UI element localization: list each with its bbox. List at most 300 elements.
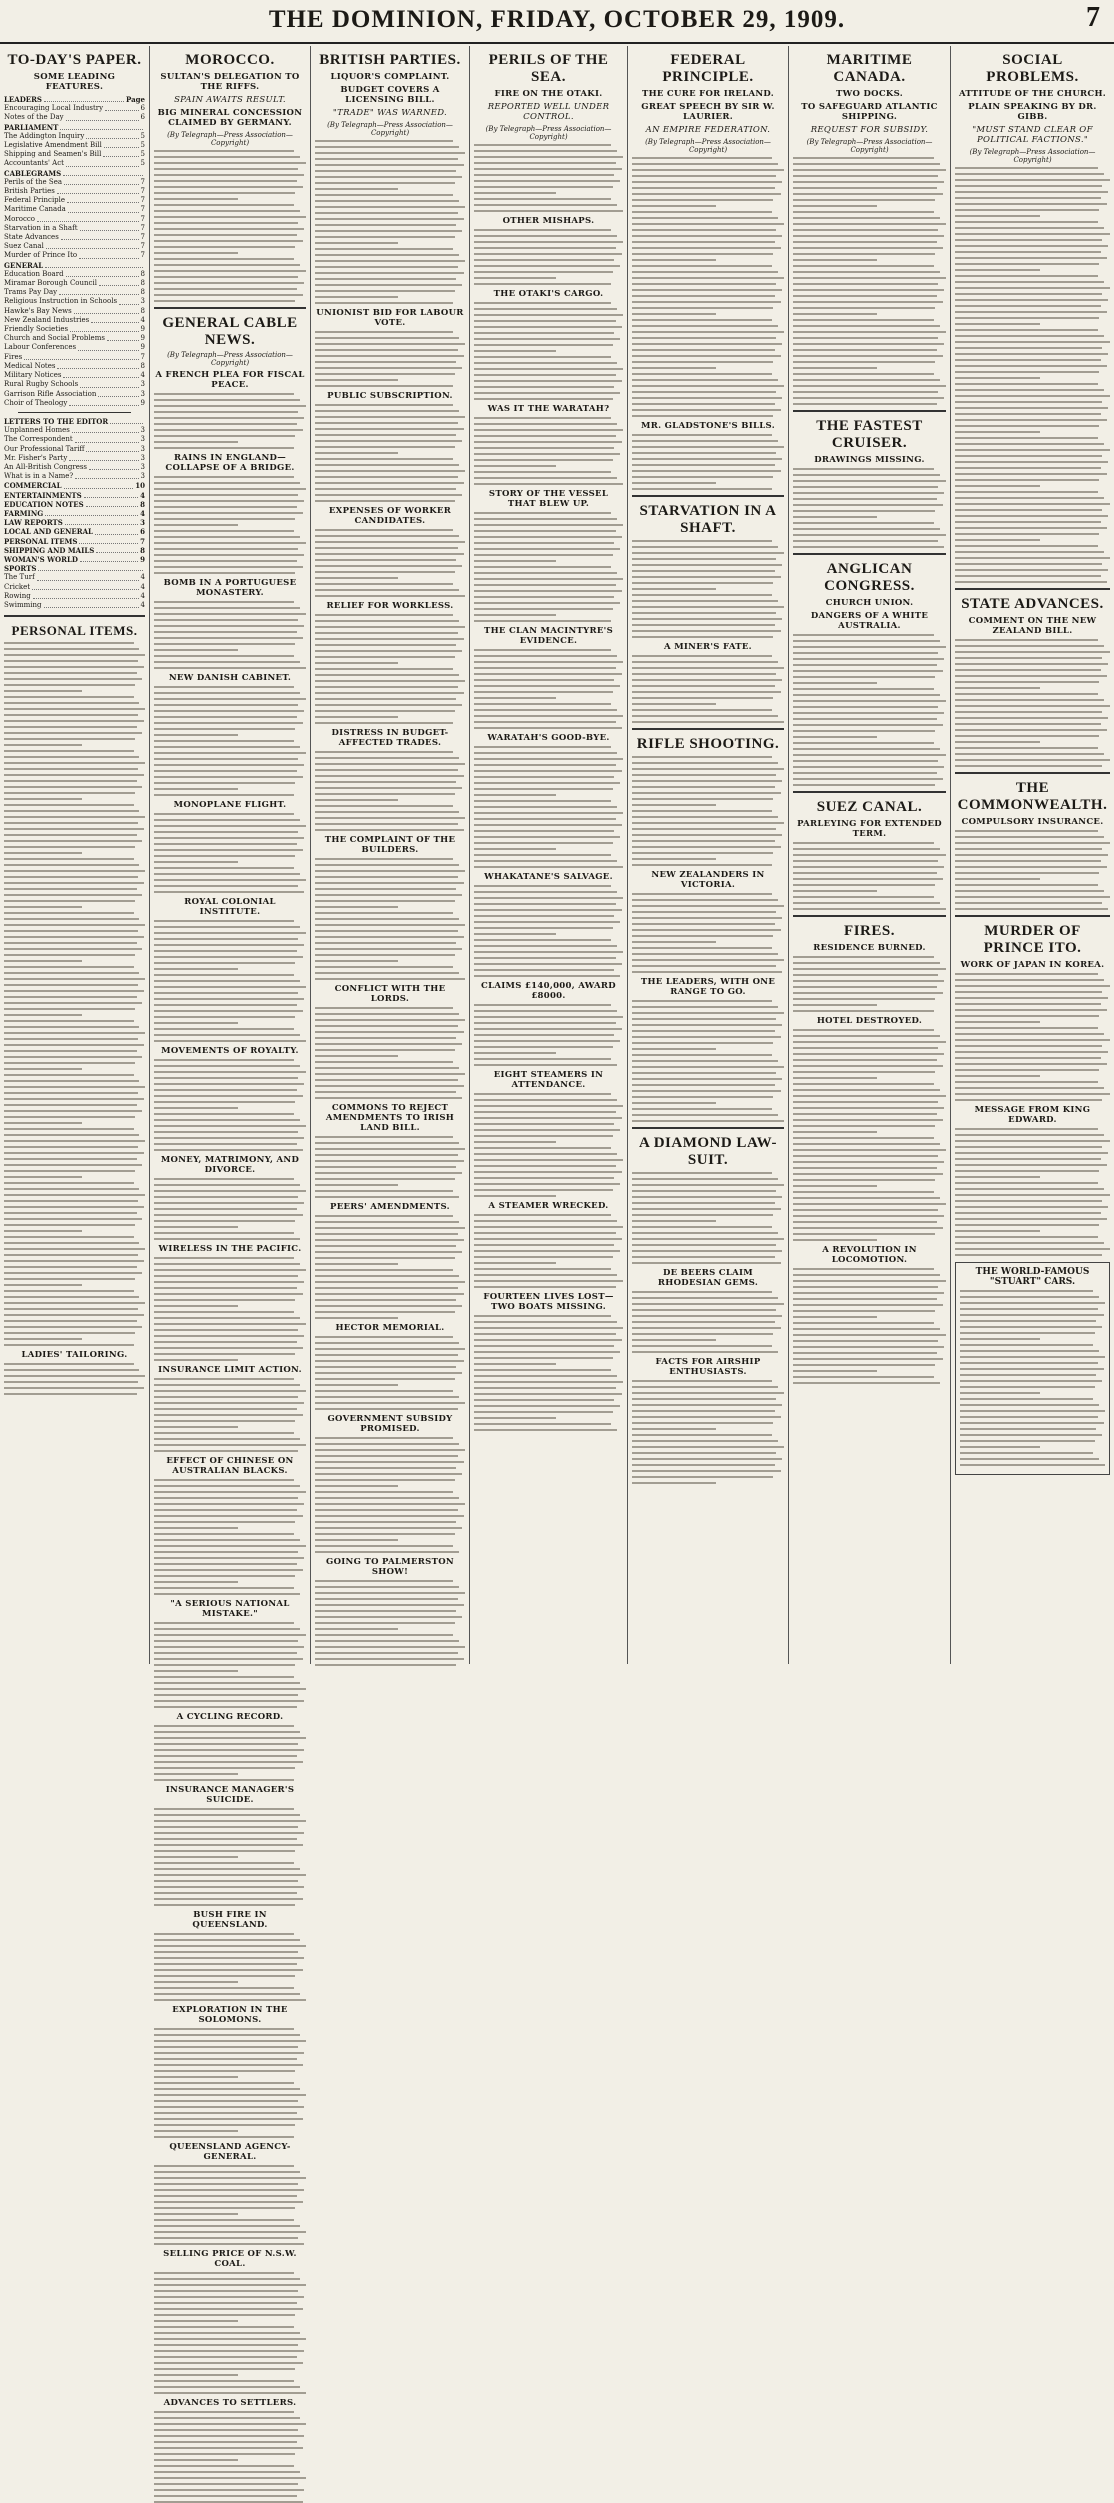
article-heading: DE BEERS CLAIM RHODESIAN GEMS.: [657, 1268, 759, 1288]
toc-label: Miramar Borough Council: [4, 279, 97, 288]
article-heading: MONOPLANE FLIGHT.: [173, 800, 287, 810]
federal-sub: THE CURE FOR IRELAND.: [641, 89, 775, 99]
body-text: [154, 1622, 306, 1708]
toc-entry: [4, 261, 145, 270]
body-text: [315, 1437, 465, 1553]
toc-page: 4: [140, 582, 145, 591]
toc-page: Page: [126, 95, 145, 104]
morocco-sub: SULTAN'S DELEGATION TO THE RIFFS.: [160, 72, 300, 92]
contents-heading: TO-DAY'S PAPER.: [7, 52, 142, 68]
toc-label: Swimming: [4, 600, 42, 609]
toc-label: WOMAN'S WORLD: [4, 554, 78, 564]
article-heading: COMMONS TO REJECT AMENDMENTS TO IRISH LAND BILL.: [325, 1103, 455, 1133]
article-list: [154, 370, 306, 2503]
toc-label: Suez Canal: [4, 242, 44, 251]
article-heading: WIRELESS IN THE PACIFIC.: [158, 1244, 302, 1254]
body-text: [474, 1004, 623, 1066]
body-text: [793, 468, 946, 548]
press-credit: (By Telegraph—Press Association—Copyright): [969, 148, 1096, 164]
toc-entry: [4, 537, 145, 546]
body-text: [154, 150, 306, 302]
table-of-contents-continued: [4, 417, 145, 610]
toc-page: 6: [140, 527, 145, 537]
article-heading: A STEAMER WRECKED.: [488, 1201, 609, 1211]
toc-page: 4: [140, 600, 145, 609]
toc-page: 3: [140, 435, 145, 444]
toc-page: 8: [140, 306, 145, 315]
body-text: [632, 893, 784, 973]
body-text: [315, 614, 465, 724]
article-heading: OTHER MISHAPS.: [502, 216, 595, 226]
body-text: [315, 1007, 465, 1099]
toc-entry: [4, 472, 145, 481]
toc-entry: [4, 583, 145, 592]
body-text: [632, 540, 784, 638]
toc-entry: [4, 573, 145, 582]
article-heading: PEERS' AMENDMENTS.: [330, 1202, 450, 1212]
body-text: [154, 1933, 306, 2001]
body-text: [955, 830, 1110, 910]
column-british-parties: [311, 46, 470, 1664]
toc-entry: [4, 435, 145, 444]
article-heading: ROYAL COLONIAL INSTITUTE.: [184, 897, 276, 917]
toc-label: An All-British Congress: [4, 462, 88, 471]
toc-label: Notes of the Day: [4, 113, 64, 122]
toc-page: 7: [140, 233, 145, 242]
body-text: [154, 1257, 306, 1361]
toc-label: Unplanned Homes: [4, 426, 70, 435]
toc-page: 7: [140, 536, 145, 546]
table-of-contents: [4, 95, 145, 408]
body-text: [315, 404, 465, 502]
body-text: [474, 144, 623, 212]
toc-label: Church and Social Problems: [4, 334, 105, 343]
article-heading: FOURTEEN LIVES LOST—TWO BOATS MISSING.: [483, 1292, 614, 1312]
toc-label: The Correspondent: [4, 435, 73, 444]
social-sub3: "MUST STAND CLEAR OF POLITICAL FACTIONS.": [972, 125, 1093, 145]
toc-label: State Advances: [4, 233, 59, 242]
article-heading: INSURANCE LIMIT ACTION.: [158, 1365, 302, 1375]
toc-page: 7: [140, 352, 145, 361]
toc-entry: [4, 417, 145, 426]
body-text: [632, 1291, 784, 1353]
toc-entry: [4, 491, 145, 500]
toc-label: PERSONAL ITEMS: [4, 536, 78, 546]
revolution-sub: A REVOLUTION IN LOCOMOTION.: [822, 1245, 917, 1265]
article-heading: WARATAH'S GOOD-BYE.: [487, 733, 610, 743]
press-credit: (By Telegraph—Press Association—Copyright): [806, 138, 933, 154]
body-text: [793, 157, 946, 405]
article-heading: THE CLAN MACINTYRE'S EVIDENCE.: [483, 626, 614, 646]
toc-page: 3: [140, 518, 145, 528]
article-heading: CLAIMS £140,000, AWARD £8000.: [481, 981, 616, 1001]
toc-label: Cricket: [4, 582, 31, 591]
toc-label: Rural Rugby Schools: [4, 380, 79, 389]
toc-label: Trams Pay Day: [4, 288, 58, 297]
anglican-sub2: DANGERS OF A WHITE AUSTRALIA.: [810, 611, 929, 631]
toc-entry: [4, 481, 145, 490]
masthead-title: THE DOMINION, FRIDAY, OCTOBER 29, 1909.: [268, 6, 846, 33]
body-text: [955, 973, 1110, 1101]
article-heading: NEW ZEALANDERS IN VICTORIA.: [651, 870, 765, 890]
toc-label: Medical Notes: [4, 361, 56, 370]
toc-label: New Zealand Industries: [4, 315, 90, 324]
toc-page: 8: [140, 288, 145, 297]
body-text: [474, 649, 623, 729]
toc-entry: [4, 233, 145, 242]
body-text: [474, 746, 623, 868]
body-text: [154, 1178, 306, 1240]
article-heading: EIGHT STEAMERS IN ATTENDANCE.: [493, 1070, 604, 1090]
toc-label: Labour Conferences: [4, 343, 77, 352]
press-credit: (By Telegraph—Press Association—Copyright): [645, 138, 771, 154]
toc-label: Accountants' Act: [4, 159, 64, 168]
toc-label: Federal Principle: [4, 196, 66, 205]
article-heading: FACTS FOR AIRSHIP ENTHUSIASTS.: [655, 1357, 761, 1377]
body-text: [474, 417, 623, 485]
anglican-heading: ANGLICAN CONGRESS.: [824, 561, 915, 594]
state-advances-sub: COMMENT ON THE NEW ZEALAND BILL.: [968, 616, 1097, 636]
morocco-heading: MOROCCO.: [185, 52, 275, 68]
toc-page: 3: [140, 462, 145, 471]
toc-entry: [4, 251, 145, 260]
body-text: [474, 512, 623, 622]
social-sub2: PLAIN SPEAKING BY DR. GIBB.: [968, 102, 1097, 122]
article-heading: NEW DANISH CABINET.: [168, 673, 292, 683]
toc-label: Mr. Fisher's Party: [4, 453, 68, 462]
column-morocco: [150, 46, 311, 2408]
column-maritime-canada: [789, 46, 951, 1664]
toc-entry: [4, 564, 145, 573]
article-heading: INSURANCE MANAGER'S SUICIDE.: [165, 1785, 295, 1805]
contents-subheading: SOME LEADING FEATURES.: [33, 72, 116, 92]
toc-entry: [4, 390, 145, 399]
article-heading: STARVATION IN A SHAFT.: [639, 503, 777, 536]
maritime-heading: MARITIME CANADA.: [826, 52, 913, 85]
toc-label: Maritime Canada: [4, 205, 66, 214]
toc-entry: [4, 316, 145, 325]
toc-page: 7: [140, 196, 145, 205]
federal-sub3: AN EMPIRE FEDERATION.: [645, 125, 771, 135]
toc-page: 10: [135, 481, 145, 491]
toc-page: 7: [140, 205, 145, 214]
toc-label: The Turf: [4, 573, 35, 582]
article-heading: RELIEF FOR WORKLESS.: [326, 601, 454, 611]
body-text: [632, 756, 784, 866]
article-heading: A MINER'S FATE.: [664, 642, 752, 652]
body-text: [793, 634, 946, 786]
toc-page: 3: [140, 472, 145, 481]
toc-page: 3: [140, 453, 145, 462]
toc-page: 8: [140, 279, 145, 288]
body-text: [955, 167, 1110, 583]
body-text: [955, 1128, 1110, 1256]
article-heading: THE OTAKI'S CARGO.: [493, 289, 604, 299]
article-heading: STORY OF THE VESSEL THAT BLEW UP.: [488, 489, 609, 509]
toc-page: 4: [140, 371, 145, 380]
article-heading: A FRENCH PLEA FOR FISCAL PEACE.: [155, 370, 305, 390]
page-number: 7: [1086, 2, 1100, 33]
toc-label: CABLEGRAMS: [4, 168, 62, 178]
body-text: [793, 956, 946, 1012]
article-heading: CONFLICT WITH THE LORDS.: [334, 984, 446, 1004]
article-heading: BUSH FIRE IN QUEENSLAND.: [192, 1910, 268, 1930]
body-text: [154, 813, 306, 893]
article-list: [474, 216, 623, 1431]
article-heading: THE LEADERS, WITH ONE RANGE TO GO.: [640, 977, 776, 997]
perils-sub2: REPORTED WELL UNDER CONTROL.: [487, 102, 610, 122]
toc-page: 5: [140, 141, 145, 150]
toc-page: 6: [140, 104, 145, 113]
toc-page: 8: [140, 499, 145, 509]
body-text: [154, 1059, 306, 1151]
toc-label: Our Professional Tariff: [4, 444, 85, 453]
toc-entry: [4, 500, 145, 509]
toc-entry: [4, 95, 145, 104]
body-text: [315, 140, 465, 304]
body-text: [154, 1378, 306, 1452]
toc-page: 3: [140, 380, 145, 389]
body-text: [315, 1136, 465, 1198]
body-text: [474, 885, 623, 977]
toc-page: 5: [140, 159, 145, 168]
british-sub2: BUDGET COVERS A LICENSING BILL.: [340, 85, 440, 105]
article-heading: ADVANCES TO SETTLERS.: [163, 2398, 297, 2408]
toc-label: LOCAL AND GENERAL: [4, 527, 93, 537]
suez-heading: SUEZ CANAL.: [816, 799, 923, 815]
toc-page: 8: [140, 361, 145, 370]
toc-label: The Addington Inquiry: [4, 131, 85, 140]
toc-entry: [4, 454, 145, 463]
article-heading: SELLING PRICE OF N.S.W. COAL.: [163, 2249, 297, 2269]
toc-entry: [4, 463, 145, 472]
toc-entry: [4, 426, 145, 435]
body-text: [154, 920, 306, 1042]
body-text: [632, 1380, 784, 1484]
toc-label: Garrison Rifle Association: [4, 389, 97, 398]
article-heading: THE COMPLAINT OF THE BUILDERS.: [324, 835, 456, 855]
toc-label: SPORTS: [4, 564, 37, 574]
article-heading: A CYCLING RECORD.: [176, 1712, 284, 1722]
maritime-sub: TWO DOCKS.: [836, 89, 903, 99]
column-social-problems: [951, 46, 1114, 1664]
body-text: [315, 1215, 465, 1319]
body-text: [4, 1363, 145, 1395]
federal-heading: FEDERAL PRINCIPLE.: [662, 52, 754, 85]
columns: [0, 46, 1114, 2408]
british-sub: LIQUOR'S COMPLAINT.: [330, 72, 450, 82]
toc-entry: [4, 224, 145, 233]
toc-entry: [4, 343, 145, 352]
toc-entry: [4, 445, 145, 454]
article-list: [315, 308, 465, 1666]
toc-entry: [4, 371, 145, 380]
toc-page: 7: [140, 177, 145, 186]
toc-entry: [4, 334, 145, 343]
toc-entry: [4, 555, 145, 564]
article-heading: EXPLORATION IN THE SOLOMONS.: [172, 2005, 288, 2025]
hotel-sub: HOTEL DESTROYED.: [816, 1016, 923, 1026]
body-text: [154, 2028, 306, 2138]
toc-page: 7: [140, 214, 145, 223]
toc-label: Choir of Theology: [4, 398, 68, 407]
toc-entry: [4, 362, 145, 371]
body-text: [315, 858, 465, 980]
article-heading: WAS IT THE WARATAH?: [487, 404, 610, 414]
british-sub3: "TRADE" WAS WARNED.: [332, 108, 448, 118]
column-federal-principle: [628, 46, 789, 1664]
king-edward-sub: MESSAGE FROM KING EDWARD.: [974, 1105, 1091, 1125]
toc-label: Encouraging Local Industry: [4, 104, 104, 113]
toc-label: SHIPPING AND MAILS: [4, 545, 95, 555]
commonwealth-heading: THE COMMONWEALTH.: [957, 780, 1108, 813]
toc-label: Morocco: [4, 214, 35, 223]
morocco-sub2: SPAIN AWAITS RESULT.: [174, 95, 286, 105]
toc-entry: [4, 169, 145, 178]
body-text: [632, 1172, 784, 1264]
toc-entry: [4, 527, 145, 536]
toc-label: Religious Instruction in Schools: [4, 297, 118, 306]
toc-label: LETTERS TO THE EDITOR: [4, 416, 109, 426]
article-heading: A DIAMOND LAW-SUIT.: [638, 1135, 778, 1168]
article-heading: BOMB IN A PORTUGUESE MONASTERY.: [163, 578, 297, 598]
state-advances-heading: STATE ADVANCES.: [961, 596, 1104, 612]
toc-page: 9: [140, 325, 145, 334]
toc-entry: [4, 104, 145, 113]
body-text: [154, 1725, 306, 1781]
toc-entry: [4, 215, 145, 224]
column-contents: [0, 46, 150, 1664]
body-text: [154, 2165, 306, 2245]
british-parties-heading: BRITISH PARTIES.: [319, 52, 461, 68]
article-list: [632, 421, 784, 1484]
article-heading: RAINS IN ENGLAND—COLLAPSE OF A BRIDGE.: [165, 453, 295, 473]
toc-entry: [4, 601, 145, 610]
body-text: [154, 686, 306, 796]
masthead: [0, 0, 1114, 44]
toc-page: 9: [140, 398, 145, 407]
toc-label: PARLIAMENT: [4, 122, 59, 132]
body-text: [4, 642, 145, 1346]
toc-label: Military Notices: [4, 371, 62, 380]
body-text: [474, 302, 623, 400]
fires-heading: FIRES.: [844, 923, 895, 939]
body-text: [154, 393, 306, 449]
toc-label: LEADERS: [4, 95, 42, 104]
body-text: [315, 331, 465, 387]
toc-label: What is in a Name?: [4, 472, 74, 481]
toc-entry: [4, 297, 145, 306]
prince-ito-heading: MURDER OF PRINCE ITO.: [983, 923, 1082, 956]
ladies-tailoring-heading: LADIES' TAILORING.: [21, 1350, 128, 1361]
toc-page: 3: [140, 389, 145, 398]
toc-entry: [4, 288, 145, 297]
toc-page: 8: [140, 269, 145, 278]
toc-page: 4: [140, 315, 145, 324]
body-text: [632, 1000, 784, 1122]
stuart-cars-advert: [955, 1262, 1110, 1475]
toc-entry: [4, 353, 145, 362]
cruiser-heading: THE FASTEST CRUISER.: [816, 418, 923, 451]
suez-sub: PARLEYING FOR EXTENDED TERM.: [797, 819, 942, 839]
article-heading: "A SERIOUS NATIONAL MISTAKE.": [170, 1599, 290, 1619]
toc-page: 3: [140, 297, 145, 306]
toc-label: Perils of the Sea: [4, 177, 63, 186]
press-credit: (By Telegraph—Press Association—Copyright): [167, 131, 293, 147]
toc-label: British Parties: [4, 187, 55, 196]
body-text: [154, 1479, 306, 1595]
body-text: [154, 601, 306, 669]
toc-entry: [4, 123, 145, 132]
toc-page: 3: [140, 426, 145, 435]
press-credit: (By Telegraph—Press Association—Copyright): [167, 351, 293, 367]
article-heading: PUBLIC SUBSCRIPTION.: [327, 391, 453, 401]
toc-entry: [4, 113, 145, 122]
toc-page: 3: [140, 444, 145, 453]
article-heading: DISTRESS IN BUDGET-AFFECTED TRADES.: [331, 728, 449, 748]
toc-page: 4: [140, 591, 145, 600]
toc-page: 9: [140, 334, 145, 343]
toc-page: 9: [140, 343, 145, 352]
body-text: [474, 1214, 623, 1288]
body-text: [154, 476, 306, 574]
body-text: [154, 2272, 306, 2394]
article-heading: UNIONIST BID FOR LABOUR VOTE.: [316, 308, 464, 328]
toc-entry: [4, 187, 145, 196]
article-heading: HECTOR MEMORIAL.: [335, 1323, 445, 1333]
body-text: [632, 434, 784, 490]
body-text: [632, 655, 784, 723]
toc-label: EDUCATION NOTES: [4, 499, 84, 509]
fires-sub: RESIDENCE BURNED.: [813, 943, 926, 953]
social-sub: ATTITUDE OF THE CHURCH.: [958, 89, 1107, 99]
body-text: [474, 1093, 623, 1197]
toc-entry: [4, 150, 145, 159]
maritime-sub3: REQUEST FOR SUBSIDY.: [810, 125, 929, 135]
body-text: [793, 842, 946, 910]
toc-page: 4: [140, 573, 145, 582]
toc-page: 9: [140, 554, 145, 564]
toc-entry: [4, 159, 145, 168]
article-heading: GOVERNMENT SUBSIDY PROMISED.: [327, 1414, 453, 1434]
toc-entry: [4, 196, 145, 205]
article-heading: EXPENSES OF WORKER CANDIDATES.: [328, 506, 452, 526]
article-heading: EFFECT OF CHINESE ON AUSTRALIAN BLACKS.: [166, 1456, 294, 1476]
toc-label: Education Board: [4, 269, 64, 278]
toc-entry: [4, 242, 145, 251]
toc-label: Fires: [4, 352, 23, 361]
toc-label: ENTERTAINMENTS: [4, 490, 82, 500]
press-credit: (By Telegraph—Press Association—Copyright): [485, 125, 612, 141]
article-heading: MR. GLADSTONE'S BILLS.: [641, 421, 775, 431]
body-text: [154, 1808, 306, 1906]
body-text: [315, 529, 465, 597]
toc-entry: [4, 592, 145, 601]
article-heading: RIFLE SHOOTING.: [636, 736, 780, 752]
body-text: [955, 639, 1110, 767]
federal-sub2: GREAT SPEECH BY SIR W. LAURIER.: [641, 102, 775, 122]
toc-entry: [4, 141, 145, 150]
toc-entry: [4, 546, 145, 555]
article-heading: QUEENSLAND AGENCY-GENERAL.: [169, 2142, 291, 2162]
toc-label: Legislative Amendment Bill: [4, 141, 102, 150]
toc-page: 7: [140, 187, 145, 196]
toc-label: Friendly Societies: [4, 325, 69, 334]
toc-entry: [4, 132, 145, 141]
body-text: [315, 1580, 465, 1666]
body-text: [960, 1290, 1105, 1466]
body-text: [632, 157, 784, 417]
